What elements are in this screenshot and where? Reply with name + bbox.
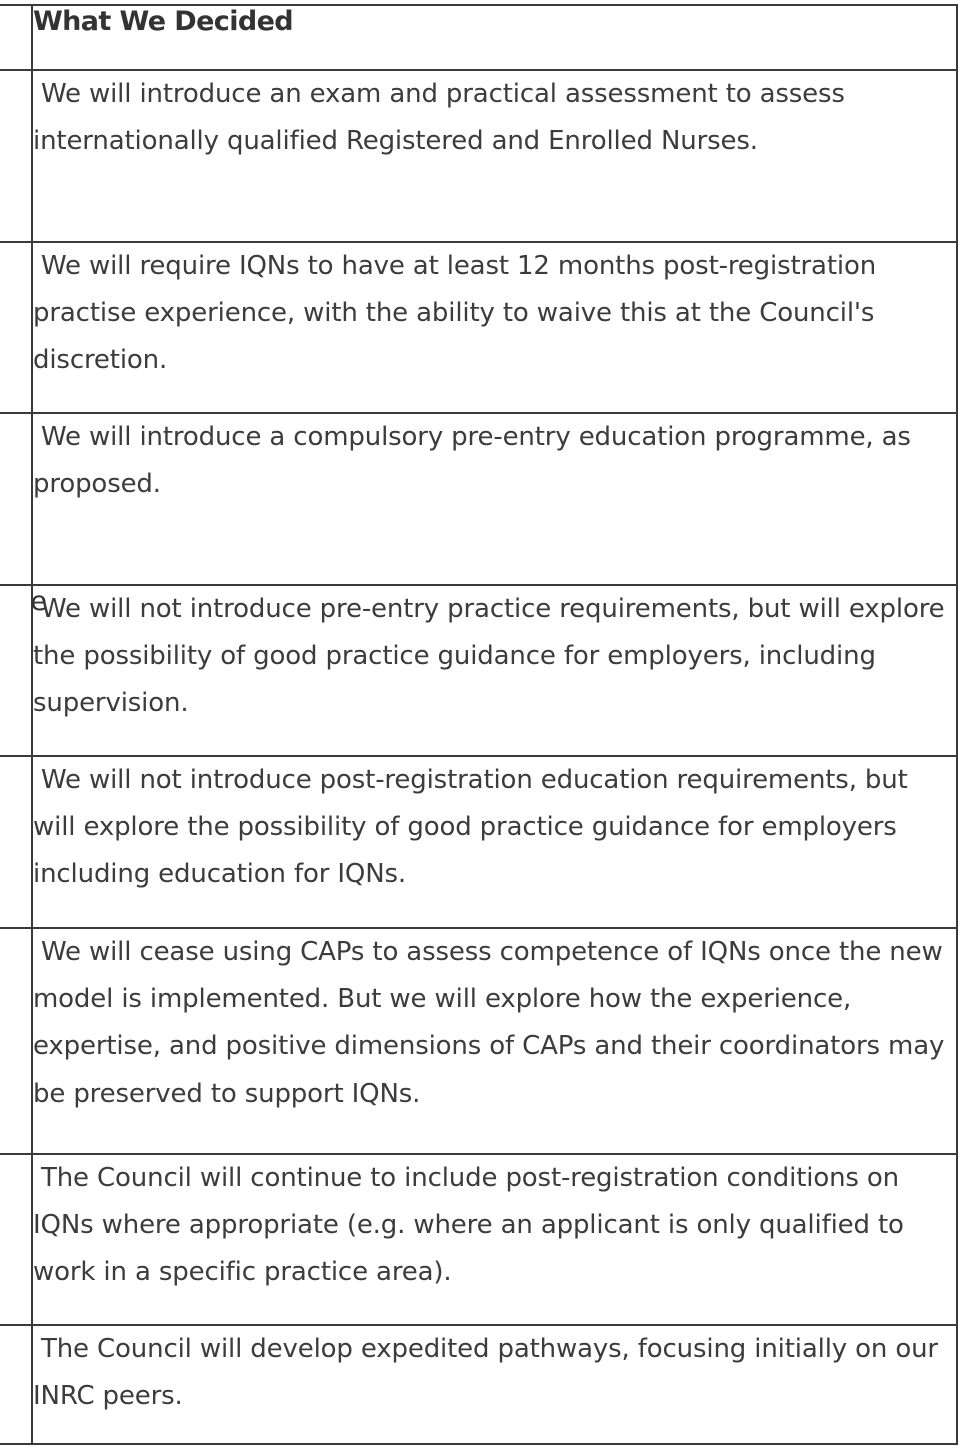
left-column-cell [0, 1325, 32, 1444]
decisions-table [0, 4, 958, 1445]
decision-text: We will introduce a compulsory pre-entry education programme, as proposed. [33, 422, 911, 500]
decision-cell [32, 1325, 957, 1444]
decision-text: The Council will develop expedited pathways, focusing initially on our INRC peers. [33, 1334, 938, 1412]
decision-cell [32, 928, 957, 1154]
decision-text: We will introduce an exam and practical assessment to assess internationally qualified Registered and Enrolled Nurses. [33, 79, 845, 157]
left-column-cell [0, 70, 32, 242]
left-column-cell [0, 242, 32, 413]
clipped-text-fragment: e [30, 586, 47, 617]
decision-cell [32, 756, 957, 928]
table-row [0, 585, 957, 756]
table-row [0, 70, 957, 242]
decision-cell [32, 242, 957, 413]
left-column-cell [0, 585, 47, 756]
table-row [0, 756, 957, 928]
left-column-cell [0, 928, 32, 1154]
decision-text: We will require IQNs to have at least 12 months post-registration practise experience, with the ability to waive this at the Council's discretion. [33, 251, 877, 376]
table-row [0, 413, 957, 585]
decision-cell [32, 585, 957, 756]
left-column-cell [0, 756, 32, 928]
left-column-cell [0, 1154, 32, 1325]
decision-cell [32, 70, 957, 242]
table-row [0, 1325, 957, 1444]
decision-text: We will cease using CAPs to assess competence of IQNs once the new model is implemented. But we will explore how the experience, expertise, and positive dimensions of CAPs and their coordinators may be preserved to support IQNs. [33, 937, 945, 1109]
table-header-row [0, 5, 957, 70]
column-header-what-we-decided: What We Decided [32, 5, 957, 70]
decision-cell [32, 1154, 957, 1325]
decision-text: We will not introduce post-registration education requirements, but will explore the possibility of good practice guidance for employers including education for IQNs. [33, 765, 908, 890]
table-row [0, 928, 957, 1154]
left-column-cell [0, 413, 32, 585]
decision-cell [32, 413, 957, 585]
decision-text: The Council will continue to include post-registration conditions on IQNs where appropriate (e.g. where an applicant is only qualified to work in a specific practice area). [33, 1163, 904, 1288]
table-row [0, 242, 957, 413]
table-row [0, 1154, 957, 1325]
decision-text: We will not introduce pre-entry practice requirements, but will explore the possibility of good practice guidance for employers, including supervision. [33, 594, 945, 719]
left-column-header-cell [0, 5, 32, 70]
